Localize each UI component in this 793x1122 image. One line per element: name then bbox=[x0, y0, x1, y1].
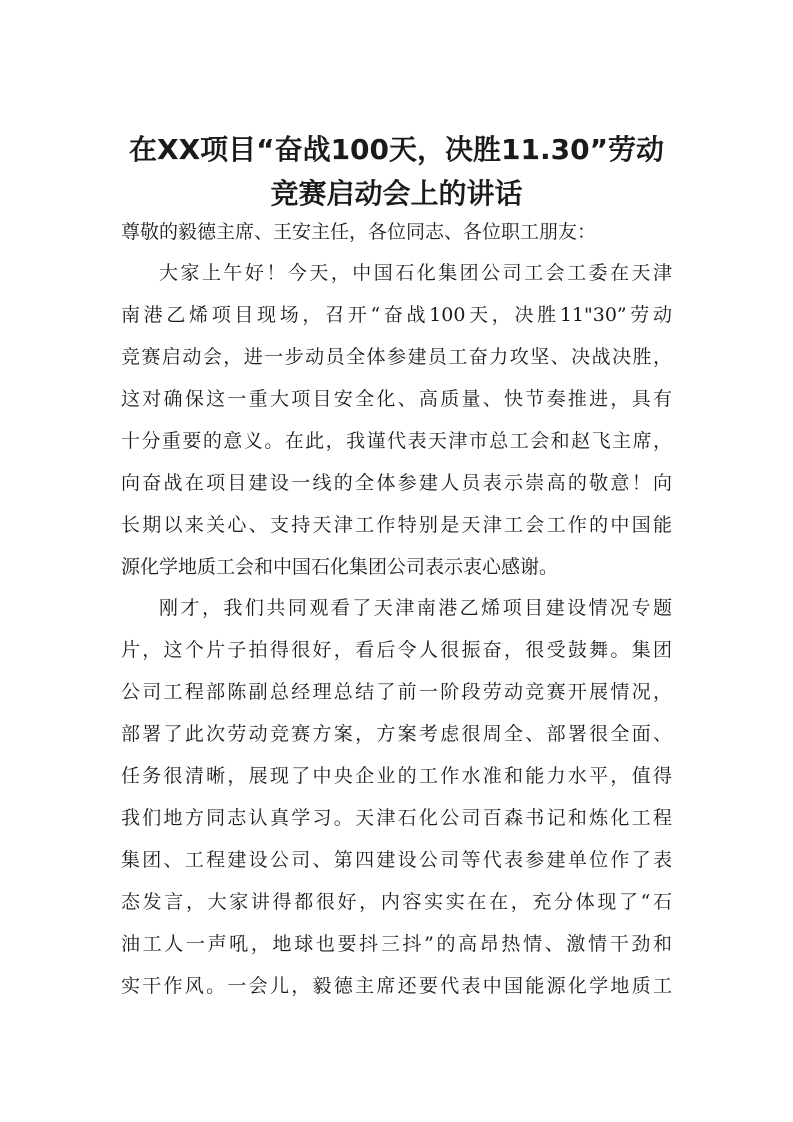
paragraph-2-line-7: 集团、工程建设公司、第四建设公司等代表参建单位作了表 bbox=[121, 849, 672, 871]
paragraph-2-line-2: 片，这个片子拍得很好，看后令人很振奋，很受鼓舞。集团 bbox=[121, 639, 672, 661]
document-title-line-1: 在XX项目“奋战100天，决胜11.30”劳动 bbox=[129, 133, 664, 166]
paragraph-2-line-3: 公司工程部陈副总经理总结了前一阶段劳动竞赛开展情况， bbox=[121, 681, 672, 703]
paragraph-2-line-9: 油工人一声吼，地球也要抖三抖”的高昂热情、激情干劲和 bbox=[121, 933, 672, 955]
paragraph-2-line-1: 刚才，我们共同观看了天津南港乙烯项目建设情况专题 bbox=[159, 597, 672, 619]
paragraph-1-line-8: 源化学地质工会和中国石化集团公司表示衷心感谢。 bbox=[121, 556, 559, 578]
paragraph-2-line-8: 态发言，大家讲得都很好，内容实实在在，充分体现了“石 bbox=[121, 891, 672, 913]
paragraph-2-line-4: 部署了此次劳动竞赛方案，方案考虑很周全、部署很全面、 bbox=[121, 723, 672, 745]
paragraph-1-line-2: 南港乙烯项目现场，召开“奋战100天，决胜11"30”劳动 bbox=[121, 304, 672, 326]
paragraph-2-line-6: 我们地方同志认真学习。天津石化公司百森书记和炼化工程 bbox=[121, 807, 672, 829]
paragraph-1-line-4: 这对确保这一重大项目安全化、高质量、快节奏推进，具有 bbox=[121, 388, 672, 410]
paragraph-2-line-10: 实干作风。一会儿，毅德主席还要代表中国能源化学地质工 bbox=[121, 975, 672, 997]
paragraph-1-line-3: 竞赛启动会，进一步动员全体参建员工奋力攻坚、决战决胜， bbox=[121, 346, 672, 368]
paragraph-1-line-1: 大家上午好！今天，中国石化集团公司工会工委在天津 bbox=[159, 262, 672, 284]
paragraph-1-line-5: 十分重要的意义。在此，我谨代表天津市总工会和赵飞主席， bbox=[121, 430, 672, 452]
paragraph-1-line-7: 长期以来关心、支持天津工作特别是天津工会工作的中国能 bbox=[121, 514, 672, 536]
paragraph-2-line-5: 任务很清晰，展现了中央企业的工作水准和能力水平，值得 bbox=[121, 765, 672, 787]
document-title-line-2: 竞赛启动会上的讲话 bbox=[270, 177, 523, 210]
salutation: 尊敬的毅德主席、王安主任，各位同志、各位职工朋友： bbox=[121, 221, 597, 243]
paragraph-1-line-6: 向奋战在项目建设一线的全体参建人员表示崇高的敬意！向 bbox=[121, 472, 672, 494]
